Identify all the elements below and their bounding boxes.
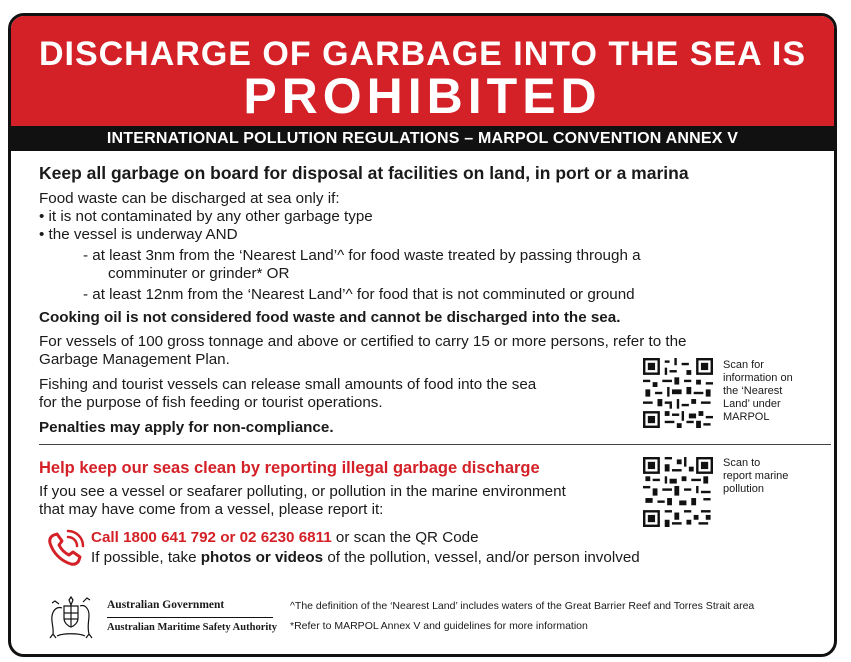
call-suffix: or scan the QR Code: [331, 529, 479, 546]
cooking-oil-notice: Cooking oil is not considered food waste and cannot be discharged into the sea.: [39, 309, 621, 326]
vessels-text-line2: Garbage Management Plan.: [39, 351, 230, 368]
phone-numbers[interactable]: Call 1800 641 792 or 02 6230 6811: [91, 529, 332, 546]
sub-item: - at least 3nm from the ‘Nearest Land’^ for food waste treated by passing through a: [83, 247, 641, 264]
logo-divider: [107, 617, 273, 618]
header-line-1: DISCHARGE OF GARBAGE INTO THE SEA IS: [38, 35, 807, 73]
footnote-nearest-land: ^The definition of the ‘Nearest Land’ includes waters of the Great Barrier Reef and Torres Strait area: [290, 600, 755, 612]
lead-text: Keep all garbage on board for disposal at facilities on land, in port or a marina: [39, 163, 689, 183]
fishing-text-line2: for the purpose of fish feeding or tourist operations.: [39, 394, 383, 411]
qr-info-caption: Scan for: [723, 359, 764, 371]
phone-icon: [45, 529, 85, 569]
qr-code-icon[interactable]: [643, 358, 713, 428]
vessels-text-line1: For vessels of 100 gross tonnage and above or certified to carry 15 or more persons, refer to the: [39, 333, 687, 350]
footnote-marpol: *Refer to MARPOL Annex V and guidelines for more information: [290, 620, 588, 632]
header-line-2: PROHIBITED: [243, 68, 602, 124]
sub-item: - at least 12nm from the ‘Nearest Land’^ for food that is not comminuted or ground: [83, 286, 635, 303]
qr-info-caption: MARPOL: [723, 411, 770, 423]
qr-report-caption: Scan to: [723, 457, 761, 469]
sign: [8, 13, 837, 657]
report-text-line1: If you see a vessel or seafarer polluting, or pollution in the marine environment: [39, 483, 566, 500]
header-banner: [11, 16, 834, 126]
agency-name: Australian Maritime Safety Authority: [107, 622, 278, 633]
government-name: Australian Government: [107, 599, 225, 611]
regulation-subtitle: INTERNATIONAL POLLUTION REGULATIONS – MARPOL CONVENTION ANNEX V: [11, 126, 834, 151]
report-text-line2: that may have come from a vessel, please report it:: [39, 501, 384, 518]
photos-emphasis: photos or videos: [200, 549, 324, 566]
sub-item-continued: comminuter or grinder* OR: [108, 265, 290, 282]
photos-prefix: If possible, take: [91, 549, 201, 566]
photos-suffix: of the pollution, vessel, and/or person involved: [323, 549, 640, 566]
qr-code-icon[interactable]: [643, 457, 713, 527]
qr-info-caption: Land’ under: [723, 398, 781, 410]
qr-info-caption: information on: [723, 372, 793, 384]
intro-text: Food waste can be discharged at sea only if:: [39, 190, 340, 207]
coat-of-arms-icon: [45, 592, 97, 640]
qr-report-caption: report marine: [723, 470, 789, 482]
fishing-text-line1: Fishing and tourist vessels can release small amounts of food into the sea: [39, 376, 537, 393]
photos-line: [91, 549, 640, 567]
qr-report-caption: pollution: [723, 483, 764, 495]
penalties-notice: Penalties may apply for non-compliance.: [39, 419, 334, 436]
call-line: [91, 529, 479, 547]
section-divider: [39, 444, 831, 445]
bullet-item: • the vessel is underway AND: [39, 226, 238, 243]
qr-info-caption: the ‘Nearest: [723, 385, 783, 397]
bullet-item: • it is not contaminated by any other garbage type: [39, 208, 373, 225]
report-heading: Help keep our seas clean by reporting illegal garbage discharge: [39, 459, 540, 477]
